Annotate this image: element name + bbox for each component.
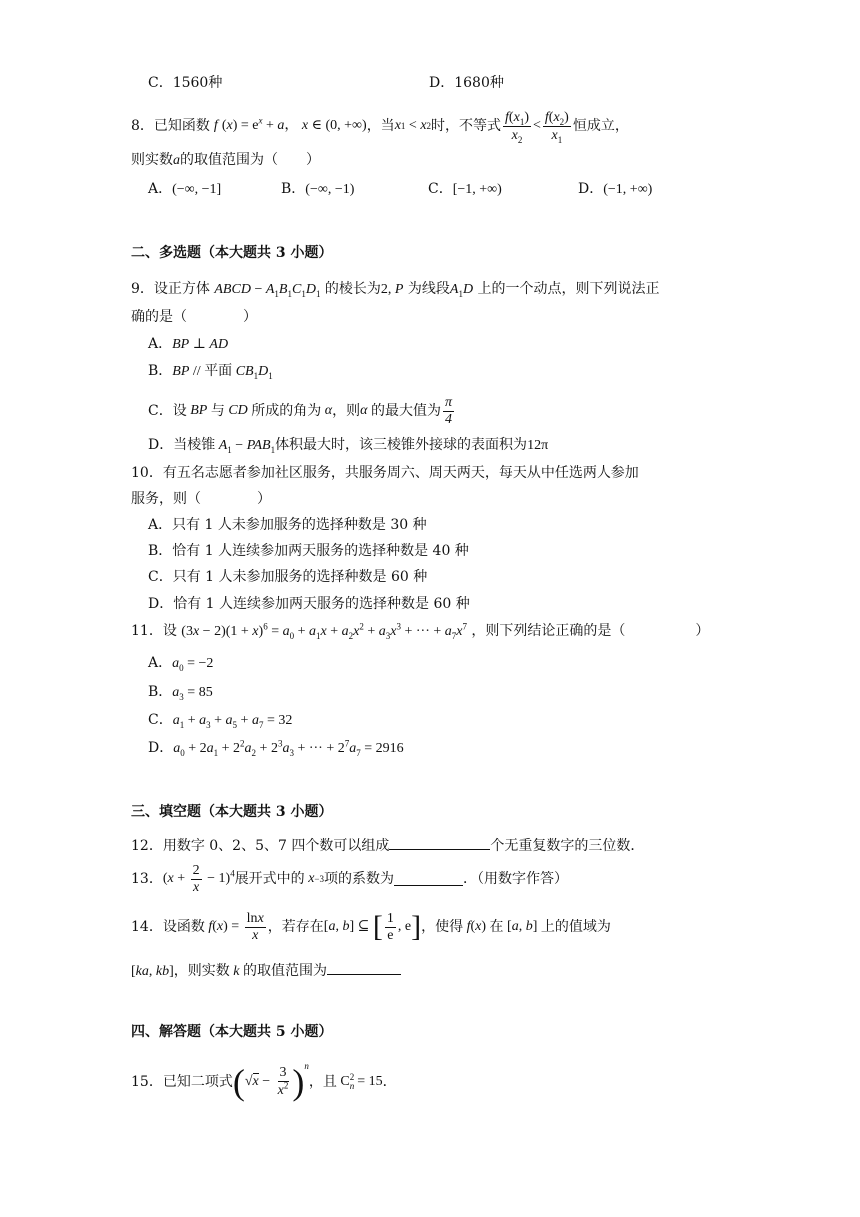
q9-option-b: B．BP // 平面 $CB_1D_1$ [148, 363, 273, 381]
q15-stem: 15．已知二项式 ( √x − $\frac{3}{x^2}$ ) n ，且 C 2 n = 15 ． [131, 1061, 397, 1102]
q11-option-b: B．$a_3 = 85$ [148, 684, 213, 702]
q10-option-b: B．恰有 1 人连续参加两天服务的选择种数是 40 种 [148, 543, 469, 559]
q13-answer-blank[interactable] [394, 873, 463, 886]
q14-stem: 14．设函数 f ( x ) = $\frac{\ln x}{x}$ ，若存在 [ a , b ] ⊆ [ $\frac{1}{e}$ , e ] ，使得 f ( x ) 在 [ a , b ] 上的值域为 [131, 910, 611, 943]
q9-option-c: C．设 BP 与 CD 所成的角为 α ，则 α 的最大值为 $\frac{\pi}{4}$ [148, 394, 453, 427]
q9-stem-line2: 确的是（ ） [131, 309, 257, 325]
q10-option-a: A．只有 1 人未参加服务的选择种数是 30 种 [148, 517, 427, 533]
q11-option-a: A．$a_0 = -2$ [148, 655, 214, 673]
q10-stem-line2: 服务，则（ ） [131, 491, 271, 507]
q11-option-c: C．$a_1 + a_3 + a_5 + a_7 = 32$ [148, 712, 293, 730]
section-title-multiple-choice: 二、多选题（本大题共 3 小题） [131, 245, 333, 261]
q8-stem: 8．已知函数 f ( x ) = $e^x$ + a ， x ∈ (0, +∞) ，当 x 1 < x 2 时，不等式 $\frac{f(x_1)}{x_2}$ < $\frac{f(x_2)}{x_1}$ 恒成立， [131, 109, 629, 145]
q8-option-c: C．[−1, +∞) [428, 181, 502, 197]
q9-stem: 9．设正方体 ABCD − $A_1B_1C_1D_1$ 的棱长为2, P 为线段$A_1D$ 上的一个动点，则下列说法正 [131, 281, 660, 299]
q10-option-c: C．只有 1 人未参加服务的选择种数是 60 种 [148, 569, 428, 585]
q11-option-d: D．$a_0 + 2a_1 + 2^2a_2 + 2^3a_3$ + ··· + $2^7a_7 = 2916$ [148, 738, 404, 758]
q12-answer-blank[interactable] [389, 837, 490, 850]
q10-option-d: D．恰有 1 人连续参加两天服务的选择种数是 60 种 [148, 596, 470, 612]
section-title-solutions: 四、解答题（本大题共 5 小题） [131, 1024, 333, 1040]
q7-option-c: C．1560种 [148, 75, 223, 91]
q13-stem: 13． ( x + $\frac{2}{x}$ − 1)$^4$ 展开式中的 x −3 项的系数为 ．（用数字作答） [131, 862, 568, 895]
q8-option-d: D．(−1, +∞) [578, 181, 653, 197]
q11-stem: 11．设 $(3x - 2)(1 + x)^6 = a_0 + a_1x + a_2x^2 + a_3x^3$ + ··· + $a_7x^7$ ，则下列结论正确的是（ ） [131, 621, 710, 641]
q10-stem: 10．有五名志愿者参加社区服务，共服务周六、周天两天，每天从中任选两人参加 [131, 465, 639, 481]
q9-option-a: A．BP ⊥ AD [148, 336, 229, 352]
q8-stem-line2: 则实数a的取值范围为（ ） [131, 152, 320, 168]
section-title-fill-in: 三、填空题（本大题共 3 小题） [131, 804, 333, 820]
q7-option-d: D．1680种 [429, 75, 504, 91]
q14-stem-line2: [ka, kb]，则实数 k 的取值范围为 [131, 962, 401, 979]
q12-stem: 12．用数字 0、2、5、7 四个数可以组成 个无重复数字的三位数． [131, 838, 645, 854]
q14-answer-blank[interactable] [327, 962, 401, 975]
q8-option-a: A．(−∞, −1] [148, 181, 222, 197]
q9-option-d: D．当棱锥 $A_1 - PAB_1$体积最大时，该三棱锥外接球的表面积为12π [148, 437, 549, 455]
q8-option-b: B．(−∞, −1) [281, 181, 355, 197]
